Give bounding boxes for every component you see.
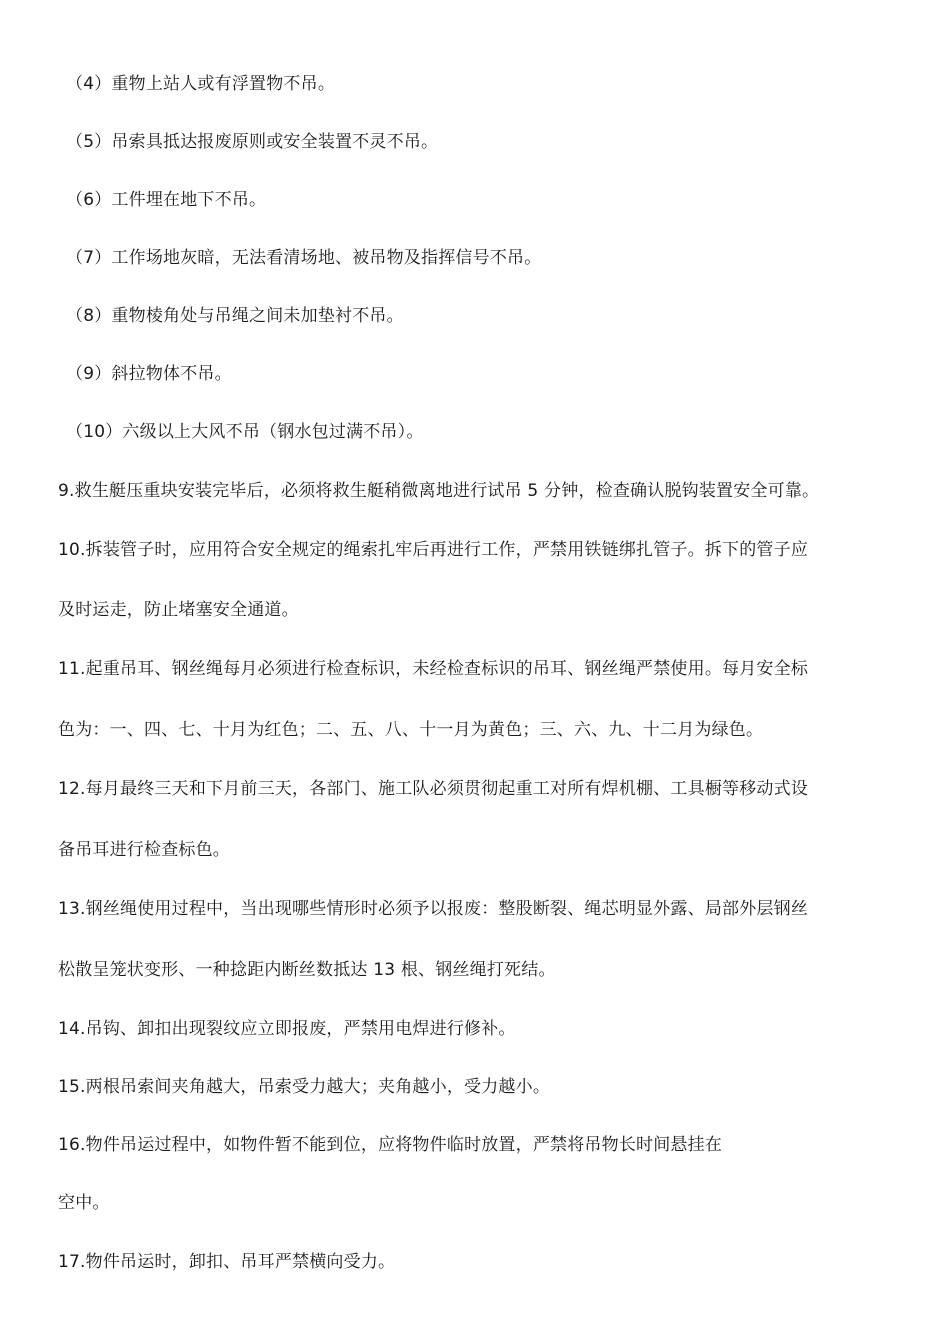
item-17: 17.物件吊运时，卸扣、吊耳严禁横向受力。 (58, 1252, 396, 1272)
item-16-line-2: 空中。 (58, 1193, 110, 1213)
item-13-line-1: 13.钢丝绳使用过程中，当出现哪些情形时必须予以报废：整股断裂、绳芯明显外露、局部外层钢丝 (58, 899, 809, 919)
item-16-line-1: 16.物件吊运过程中，如物件暂不能到位，应将物件临时放置，严禁将吊物长时间悬挂在 (58, 1135, 723, 1155)
sub-item-9: （9）斜拉物体不吊。 (66, 364, 232, 384)
sub-item-5: （5）吊索具抵达报废原则或安全装置不灵不吊。 (66, 132, 439, 152)
item-11-line-1: 11.起重吊耳、钢丝绳每月必须进行检查标识，未经检查标识的吊耳、钢丝绳严禁使用。每月安全标 (58, 659, 809, 679)
item-13-line-2: 松散呈笼状变形、一种捻距内断丝数抵达 13 根、钢丝绳打死结。 (58, 960, 556, 980)
sub-item-4: （4）重物上站人或有浮置物不吊。 (66, 74, 336, 94)
item-10-line-1: 10.拆装管子时，应用符合安全规定的绳索扎牢后再进行工作，严禁用铁链绑扎管子。拆下的管子应 (58, 540, 809, 560)
item-15: 15.两根吊索间夹角越大，吊索受力越大；夹角越小，受力越小。 (58, 1077, 551, 1097)
item-9: 9.救生艇压重块安装完毕后，必须将救生艇稍微离地进行试吊 5 分钟，检查确认脱钩装置安全可靠。 (58, 481, 820, 501)
sub-item-6: （6）工件埋在地下不吊。 (66, 190, 267, 210)
sub-item-7: （7）工作场地灰暗，无法看清场地、被吊物及指挥信号不吊。 (66, 248, 542, 268)
item-10-line-2: 及时运走，防止堵塞安全通道。 (58, 600, 299, 620)
sub-item-10: （10）六级以上大风不吊（钢水包过满不吊）。 (66, 422, 424, 442)
sub-item-8: （8）重物棱角处与吊绳之间未加垫衬不吊。 (66, 306, 404, 326)
item-11-line-2: 色为：一、四、七、十月为红色；二、五、八、十一月为黄色；三、六、九、十二月为绿色。 (58, 720, 764, 740)
item-12-line-2: 备吊耳进行检查标色。 (58, 840, 230, 860)
item-14: 14.吊钩、卸扣出现裂纹应立即报废，严禁用电焊进行修补。 (58, 1019, 516, 1039)
item-12-line-1: 12.每月最终三天和下月前三天，各部门、施工队必须贯彻起重工对所有焊机棚、工具橱等移动式设 (58, 779, 809, 799)
